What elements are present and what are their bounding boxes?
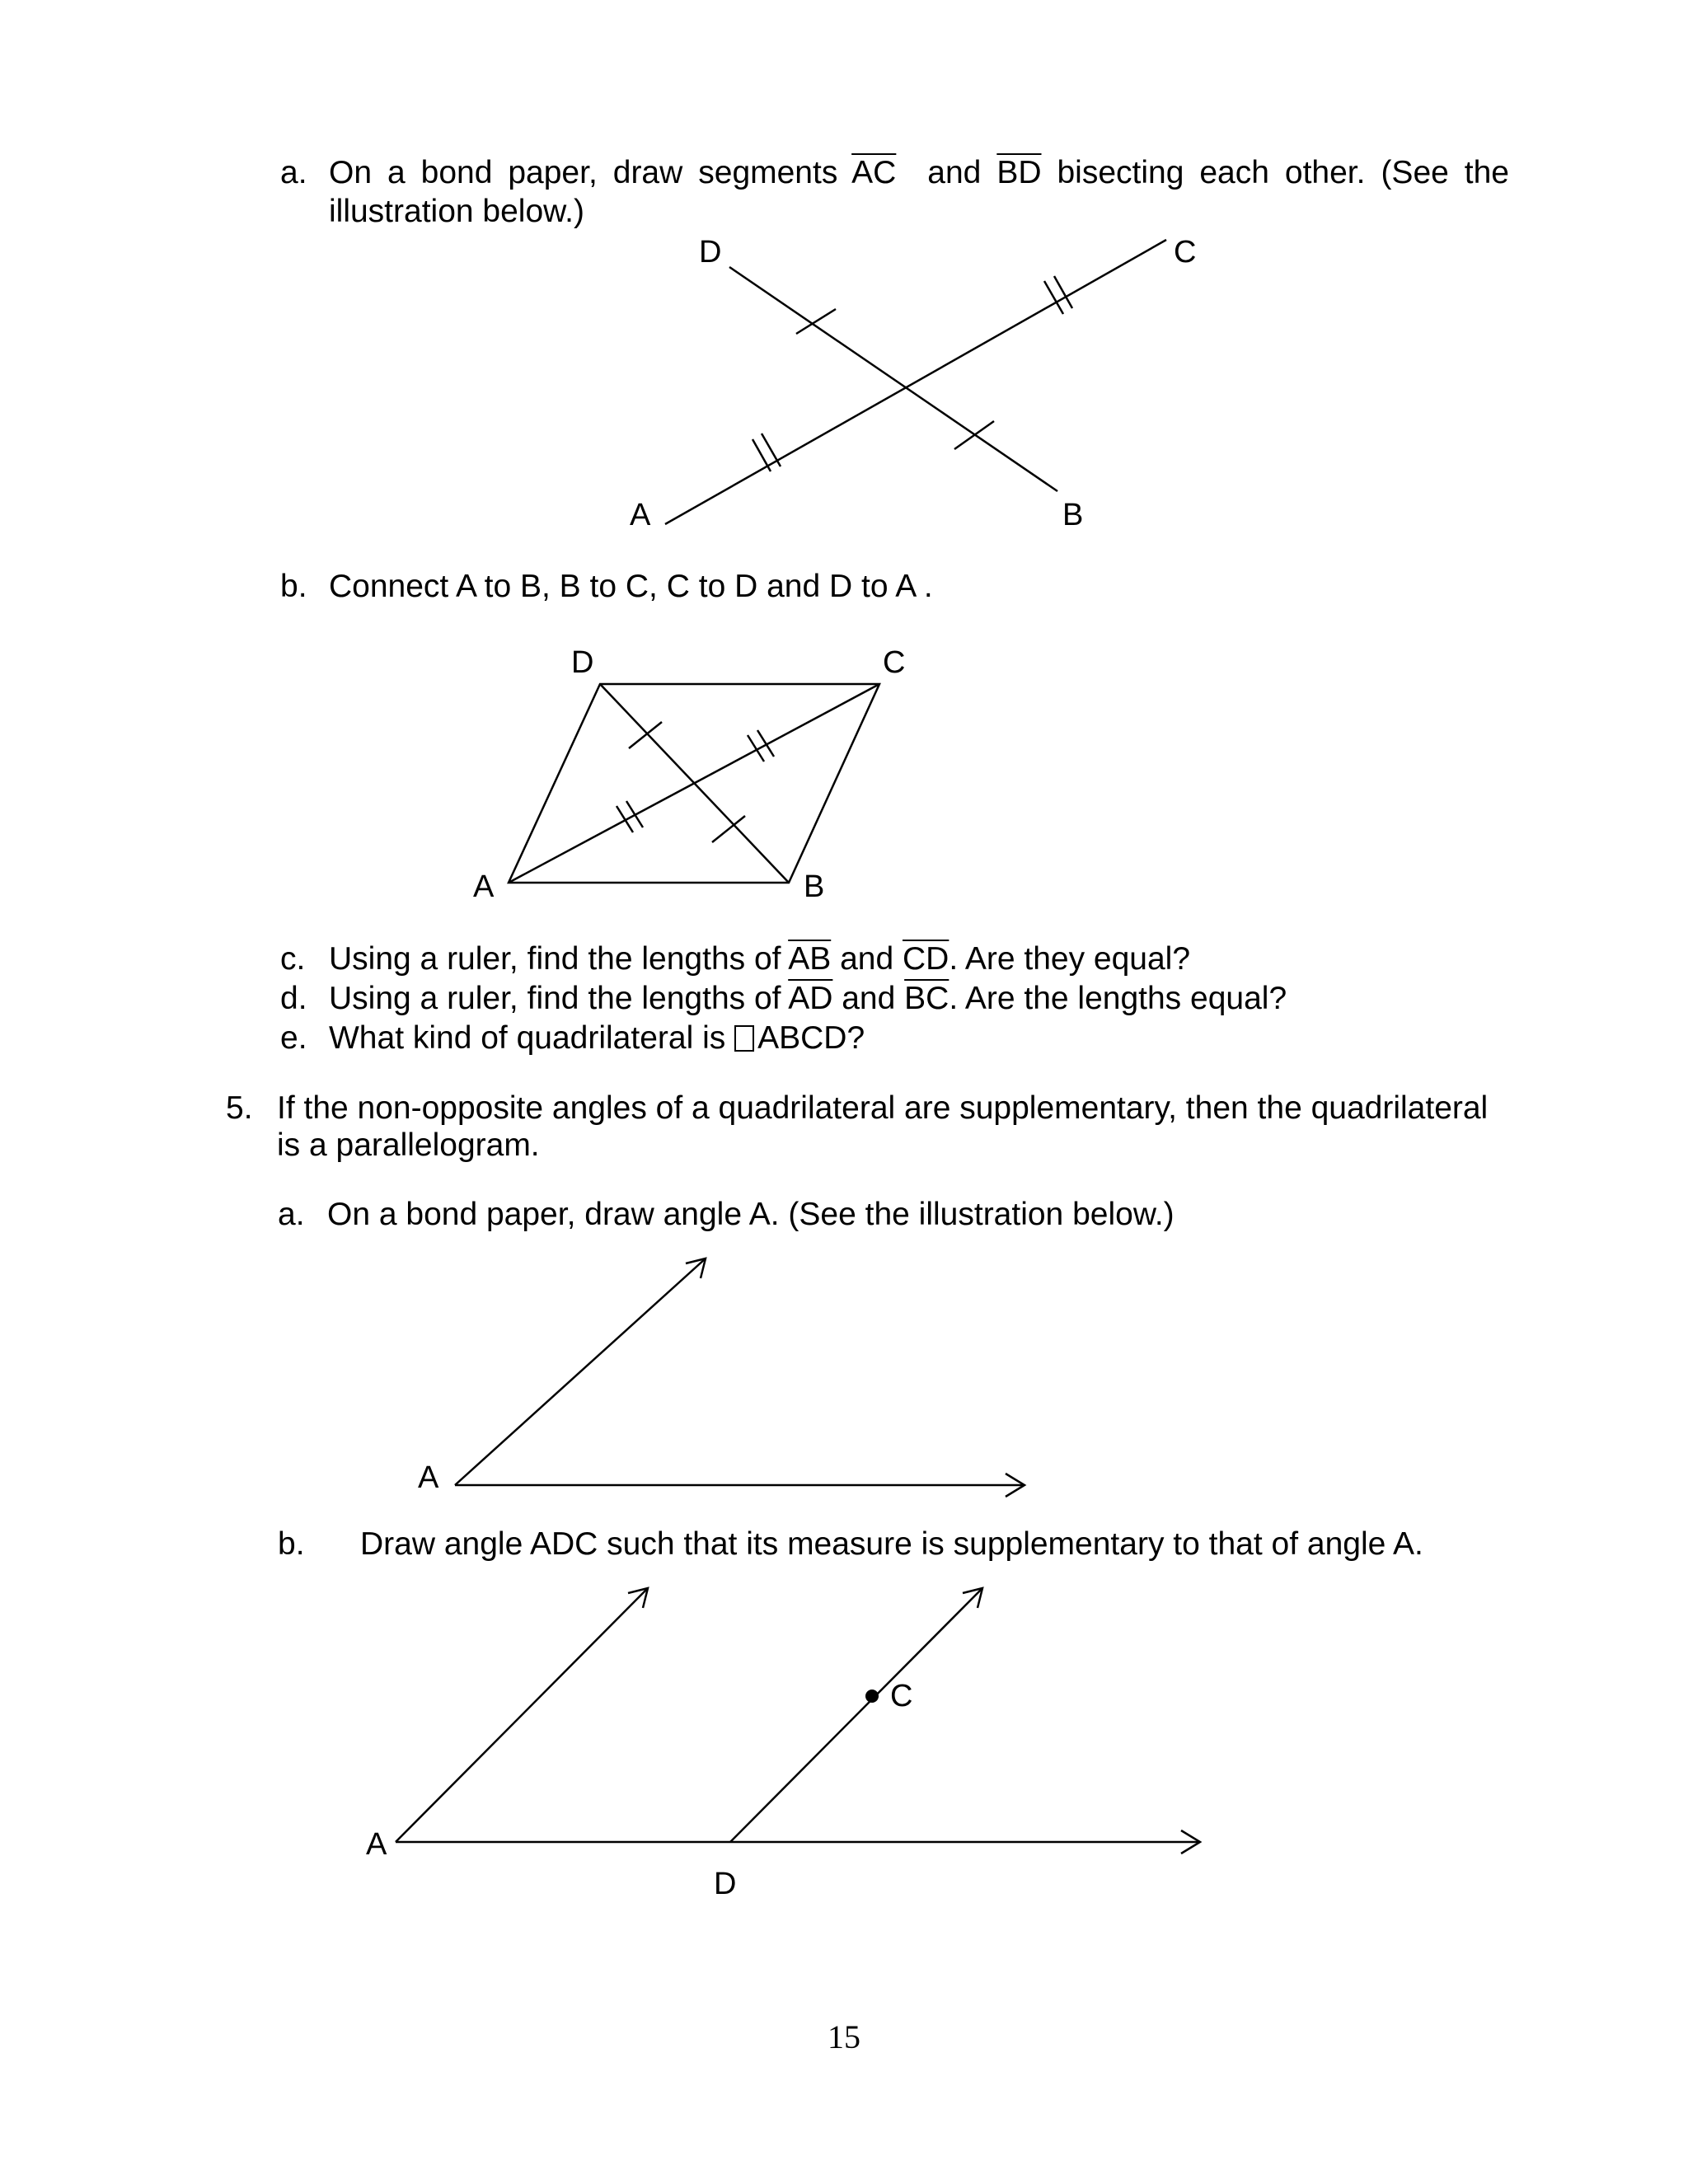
item-4b-marker: b. — [280, 569, 307, 604]
ray-dc — [730, 1588, 982, 1842]
item-4c-text-mid: and — [840, 941, 894, 977]
item-4e-marker: e. — [280, 1020, 307, 1056]
item-4a-text-before: On a bond paper, draw segments — [329, 155, 838, 190]
label-c: C — [1174, 235, 1197, 269]
label-c: C — [890, 1679, 913, 1713]
segment-ac: $\overline{AC}$ — [851, 155, 897, 190]
item-4b-text: Connect A to B, B to C, C to D and D to A . — [329, 569, 933, 604]
item-5a-marker: a. — [278, 1197, 305, 1232]
item-4d-text-after: . Are the lengths equal? — [949, 981, 1287, 1016]
label-d: D — [571, 645, 594, 680]
segment-ab: $\overline{AB}$ — [788, 941, 832, 977]
segment-ad: $\overline{AD}$ — [788, 981, 833, 1016]
item-4d-marker: d. — [280, 981, 307, 1016]
label-a: A — [630, 498, 651, 532]
item-5b-marker: b. — [278, 1526, 305, 1562]
label-b: B — [1062, 498, 1084, 532]
label-b: B — [804, 869, 825, 904]
page-number: 15 — [828, 2018, 860, 2055]
item-5-line1: If the non-opposite angles of a quadrilateral are supplementary, then the quadrilateral — [277, 1090, 1489, 1126]
item-4a-marker: a. — [280, 155, 307, 190]
item-5b-text: Draw angle ADC such that its measure is supplementary to that of angle A. — [360, 1526, 1423, 1562]
item-4e-text-before: What kind of quadrilateral is — [329, 1020, 726, 1056]
item-4c-text-before: Using a ruler, find the lengths of — [329, 941, 781, 977]
item-4a-line2: illustration below.) — [329, 194, 584, 229]
item-4c-text-after: . Are they equal? — [949, 941, 1191, 977]
segment-cd: $\overline{CD}$ — [902, 941, 950, 977]
label-d: D — [699, 235, 722, 269]
label-a: A — [418, 1460, 439, 1495]
ray-from-a — [396, 1588, 648, 1842]
item-5-number: 5. — [226, 1090, 253, 1126]
label-c: C — [883, 645, 906, 680]
item-4d-text-before: Using a ruler, find the lengths of — [329, 981, 781, 1016]
segment-bc: $\overline{BC}$ — [904, 981, 950, 1016]
item-4d-text-mid: and — [842, 981, 896, 1016]
segment-bd: $\overline{BD}$ — [996, 155, 1042, 190]
label-a: A — [473, 869, 495, 904]
item-4e-text-after: ABCD? — [757, 1020, 865, 1056]
item-4c-marker: c. — [280, 941, 306, 977]
item-5-line2: is a parallelogram. — [277, 1127, 540, 1163]
item-4a-text-after: bisecting each other. (See the — [1057, 155, 1510, 190]
item-5a-text: On a bond paper, draw angle A. (See the illustration below.) — [327, 1197, 1175, 1232]
item-4a-text-mid: and — [927, 155, 982, 190]
label-d: D — [714, 1867, 737, 1901]
label-a: A — [366, 1827, 387, 1862]
point-c — [865, 1690, 879, 1703]
